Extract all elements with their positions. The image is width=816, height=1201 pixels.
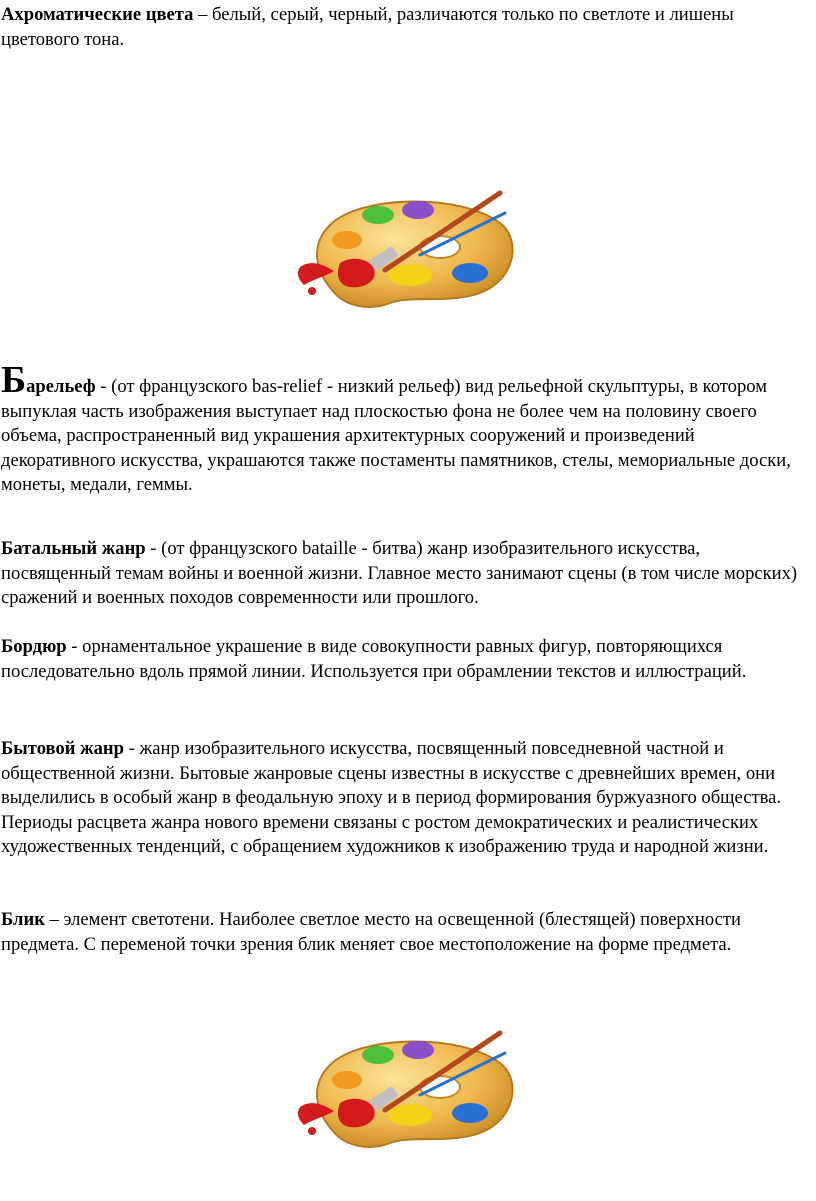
entry-term: Ахроматические цвета <box>1 4 194 25</box>
entry-sep: - <box>95 376 112 397</box>
entry-text: элемент светотени. Наиболее светлое место на освещенной (блестящей) поверхности предмета. С переменой точки зрения блик меняет свое местоположение на форме предмета. <box>1 909 741 955</box>
entry-highlight <box>1 908 813 957</box>
entry-achromatic <box>1 3 813 52</box>
entry-text: (от французского bas-relief - низкий рельеф) вид рельефной скульптуры, в котором выпуклая часть изображения выступает над плоскостью фона не более чем на половину своего объема, распространенный вид украшения архитектурных сооружений и произведений декоративного искусства, украшаются также постаменты памятников, стелы, мемориальные доски, монеты, медали, геммы. <box>1 376 791 495</box>
entry-sep: - <box>145 538 162 559</box>
entry-text: белый, серый, черный, различаются только по светлоте и лишены цветового тона. <box>1 4 734 50</box>
entry-term: Блик <box>1 909 45 930</box>
entry-text: орнаментальное украшение в виде совокупности равных фигур, повторяющихся последовательно вдоль прямой линии. Используется при обрамлении текстов и иллюстраций. <box>1 636 747 682</box>
entry-border <box>1 635 813 684</box>
entry-battle-genre <box>1 537 813 611</box>
entry-barelief <box>1 359 813 498</box>
entry-text: (от французского bataille - битва) жанр изобразительного искусства, посвященный темам войны и военной жизни. Главное место занимают сцены (в том числе морских) сражений и военных походов современности или прошлого. <box>1 538 798 608</box>
drop-cap: Б <box>1 359 27 401</box>
entry-genre-painting <box>1 737 813 860</box>
entry-sep: - <box>66 636 83 657</box>
entry-sep: – <box>44 909 64 930</box>
paint-palette-icon <box>290 1025 520 1160</box>
entry-term: арельеф <box>26 376 96 397</box>
entry-term: Бордюр <box>1 636 67 657</box>
entry-term: Батальный жанр <box>1 538 146 559</box>
entry-text: жанр изобразительного искусства, посвященный повседневной частной и общественной жизни. Бытовые жанровые сцены известны в искусстве с древнейших времен, они выделились в особый жанр в феодальную эпоху и в период формирования буржуазного общества. Периоды расцвета жанра нового времени связаны с ростом демократических и реалистических художественных тенденций, с обращением художников к изображению труда и народной жизни. <box>1 738 782 857</box>
entry-sep: – <box>193 4 213 25</box>
entry-sep: - <box>123 738 140 759</box>
paint-palette-icon <box>290 185 520 320</box>
entry-term: Бытовой жанр <box>1 738 124 759</box>
